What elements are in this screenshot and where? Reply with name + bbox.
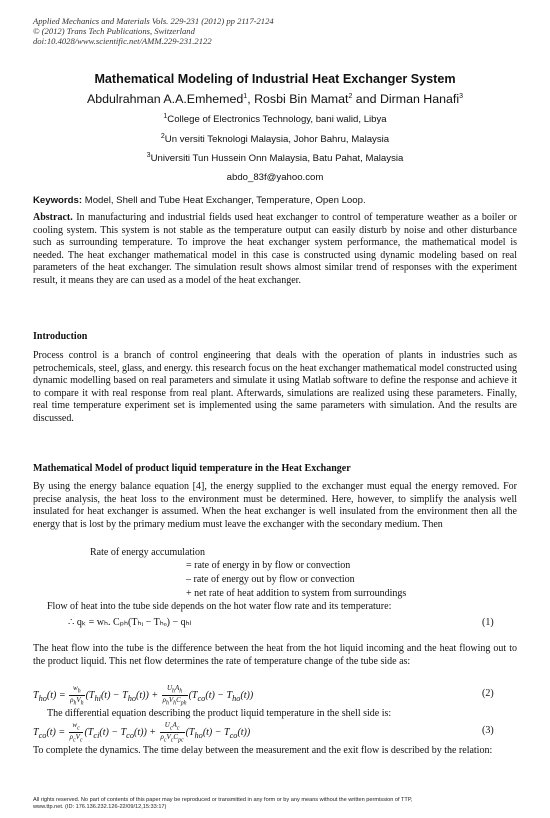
abstract-label: Abstract. [33,212,73,223]
equation-1-number: (1) [482,617,494,628]
section2-paragraph-1: By using the energy balance equation [4], the energy supplied to the exchanger must equal the energy removed. For precise analysis, the heat loss to the environment must be determined. Here, however, to simplify the analysis well insulated for heat exchanger is assumed. When the heat exchanger is well insulated from the environment then all the energy that is lost by the primary medium must leave the exchanger with the secondary medium. Then [33,481,517,530]
author-1-sup: 1 [243,92,248,100]
affiliation-3 [0,153,550,164]
equation-2-frac-1: $\frac{w_h}{\rho_hV_h}$ [70,684,84,707]
journal-citation: Applied Mechanics and Materials Vols. 229-231 (2012) pp 2117-2124 [33,16,274,26]
abstract [33,212,517,288]
rate-line-4: + net rate of heat addition to system from surroundings [186,588,407,599]
affiliation-3-sup: 3 [146,151,151,159]
author-3: Dirman Hanafi [379,92,460,106]
rate-line-3: – rate of energy out by flow or convection [186,574,355,585]
keywords-text: Model, Shell and Tube Heat Exchanger, Temperature, Open Loop. [84,195,366,206]
equation-2: $T_{ho}(t)$ = $\frac{w_h}{\rho_hV_h}$ $(T_{hi}(t) - T_{ho}(t))$ + $\frac{U_hA_h}{\rho_hV_hC_{ph}}$ $(T_{co}(t) - T_{ho}(t))$ [33,684,254,707]
keywords [33,195,366,206]
affiliation-1-sup: 1 [163,112,168,120]
footer-id: www.ttp.net. (ID: 176.136.232.126-22/09/12,15:33:17) [33,804,167,810]
equation-3-number: (3) [482,725,494,736]
differential-line: The differential equation describing the product liquid temperature in the shell side is: [47,708,392,719]
section2-paragraph-3: To complete the dynamics. The time delay between the measurement and the exit flow is described by the relation: [33,745,493,756]
footer [33,797,523,811]
affiliation-1-text: College of Electronics Technology, bani walid, Libya [167,114,387,125]
author-2-sup: 2 [348,92,353,100]
author-3-sup: 3 [459,92,464,100]
equation-2-number: (2) [482,688,494,699]
affiliation-2-sup: 2 [160,132,165,140]
author-1: Abdulrahman A.A.Emhemed [86,92,244,106]
abstract-text: In manufacturing and industrial fields used heat exchanger to control of temperature weather as a boiler or cooling system. This system is not stable as the temperature output can easily disturb by noise and other disturbance such as surrounding temperature. To improve the heat exchanger system performance, the mathematical model is needed. The heat exchanger mathematical model in this case is constructed using dynamic modeling based on real parameters of the heat exchanger. The simulation result shows almost similar trend of responses with the experiment result, it means they are can used as a model of the heat exchanger. [33,212,518,286]
equation-3-frac-1: $\frac{w_c}{\rho_cV_c}$ [69,721,83,744]
author-and: and [355,92,377,106]
equation-3: $T_{co}(t)$ = $\frac{w_c}{\rho_cV_c}$ $(T_{ci}(t) - T_{co}(t))$ + $\frac{U_cA_c}{\rho_cV_cC_{pc}}$ $(T_{ho}(t) - T_{co}(t))$ [33,721,251,744]
equation-3-frac-2: $\frac{U_cA_c}{\rho_cV_cC_{pc}}$ [160,721,184,744]
email: abdo_83f@yahoo.com [226,172,324,183]
introduction-heading: Introduction [33,331,88,342]
author-list: Abdulrahman A.A.Emhemed$^1$, Rosbi Bin Mamat$^2$ and Dirman Hanafi$^3$ [86,92,464,106]
copyright-line: © (2012) Trans Tech Publications, Switzerland [33,26,195,36]
introduction-text: Process control is a branch of control engineering that deals with the operation of plants in industries such as petrochemicals, steel, glass, and energy. this research focus on the heat exchanger mathematical model constructed using dynamic modelling based on real parameters and simulate it using Matlab software to define the response and achieve it to compare it with real response from real plant. Afterwards, simulations are realized using these parameters. Finally, real time temperature experiment set is implemented using the same parameters with simulation. And the results are discussed. [33,350,517,424]
equation-2-frac-2: $\frac{U_hA_h}{\rho_hV_hC_{ph}}$ [162,684,187,707]
keywords-label: Keywords: [33,195,83,206]
doi-line: doi:10.4028/www.scientific.net/AMM.229-231.2122 [33,36,212,46]
affiliation-2 [0,134,550,145]
section2-paragraph-2: The heat flow into the tube is the difference between the heat from the hot liquid incoming and the heat flowing out to the product liquid. This net flow determines the rate of temperature change of the tube side as: [33,643,517,667]
affiliation-1 [0,114,550,125]
footer-rights: All rights reserved. No part of contents of this paper may be reproduced or transmitted in any form or by any means without the written permission of TTP, [33,797,413,803]
author-2: Rosbi Bin Mamat [254,92,349,106]
rate-line-1: Rate of energy accumulation [90,547,206,558]
paper-title: Mathematical Modeling of Industrial Heat Exchanger System [94,72,456,86]
equation-1: ∴ qₖ = wₕ. Cₚₕ(Tₕᵢ − Tₕₒ) − qₕₗ [68,617,192,628]
rate-line-2: = rate of energy in by flow or convection [186,560,351,571]
affiliation-3-text: Universiti Tun Hussein Onn Malaysia, Batu Pahat, Malaysia [150,153,404,164]
flow-line: Flow of heat into the tube side depends on the hot water flow rate and its temperature: [47,601,392,612]
section2-heading: Mathematical Model of product liquid temperature in the Heat Exchanger [33,463,351,474]
affiliation-2-text: Un versiti Teknologi Malaysia, Johor Bahru, Malaysia [164,134,390,145]
journal-header [33,16,274,46]
